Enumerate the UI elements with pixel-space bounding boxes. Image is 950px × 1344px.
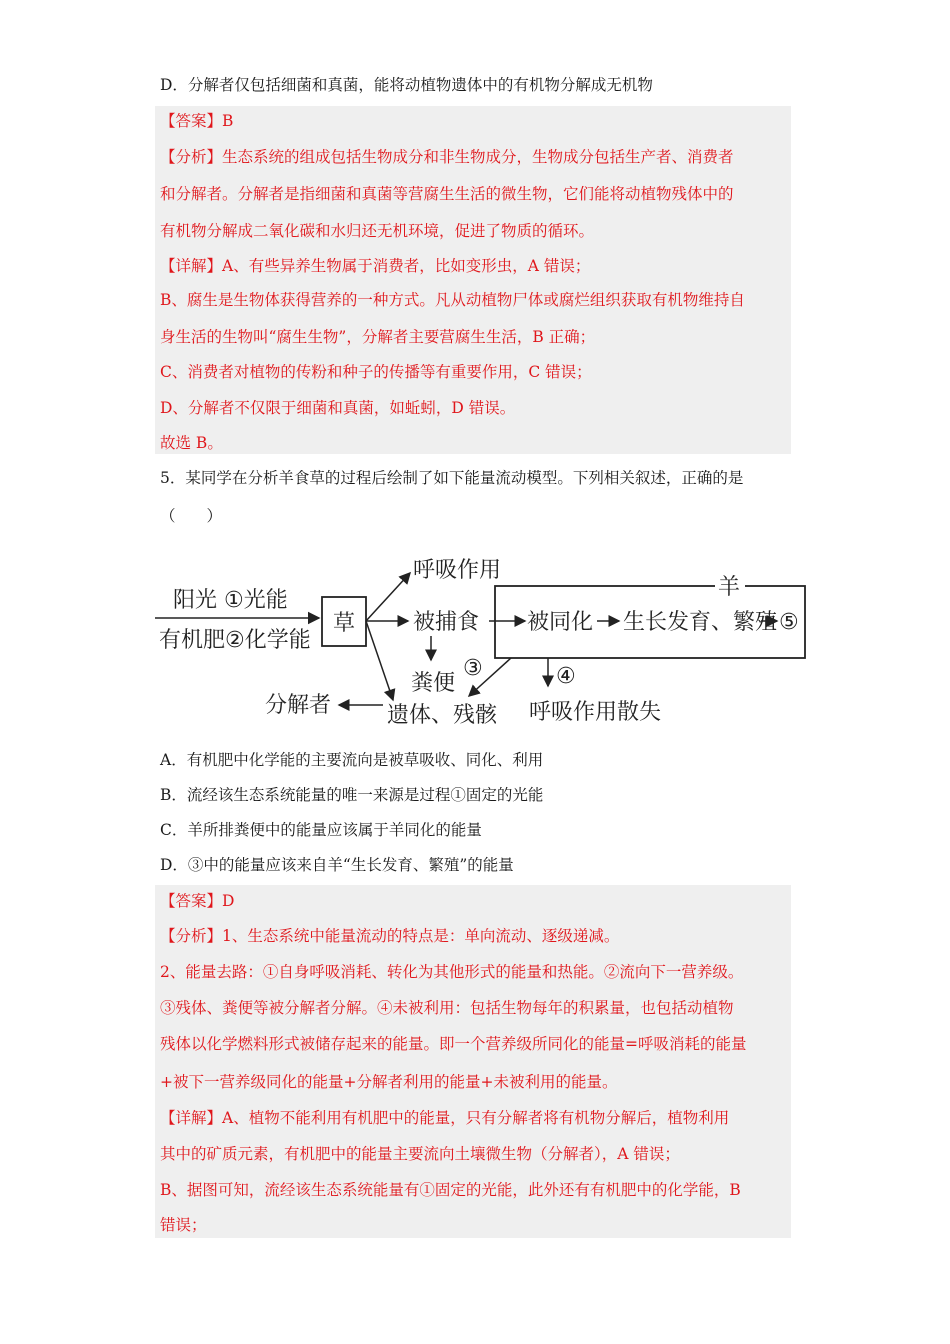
remains-label: 遗体、残骸 [387, 703, 498, 728]
grass-label: 草 [333, 611, 356, 636]
q4-detail-line: 身生活的生物叫“腐生生物”，分解者主要营腐生生活，B 正确； [160, 328, 596, 346]
q5-analysis-line: 【分析】1、生态系统中能量流动的特点是：单向流动、逐级递减。 [160, 927, 620, 945]
q5-analysis-line: ③残体、粪便等被分解者分解。④未被利用：包括生物每年的积累量，也包括动植物 [160, 999, 734, 1017]
marker-3: ③ [463, 656, 483, 681]
q5-option-d: D．③中的能量应该来自羊“生长发育、繁殖”的能量 [160, 856, 514, 874]
q4-detail-line: D、分解者不仅限于细菌和真菌，如蚯蚓，D 错误。 [160, 399, 516, 417]
dung-label: 粪便 [411, 671, 456, 696]
decomposer-label: 分解者 [265, 693, 332, 718]
energy-flow-diagram [155, 548, 815, 738]
q5-analysis-line: +被下一营养级同化的能量+分解者利用的能量+未被利用的能量。 [160, 1073, 618, 1091]
q5-answer: 【答案】D [160, 892, 235, 910]
sunlight-label: 阳光 ①光能 [173, 588, 288, 613]
sheep-label: 羊 [718, 575, 741, 600]
arrow-to-respiration [366, 573, 410, 621]
q4-detail-line: C、消费者对植物的传粉和种子的传播等有重要作用，C 错误； [160, 363, 592, 381]
q5-detail-line: B、据图可知，流经该生态系统能量有①固定的光能，此外还有有机肥中的化学能，B [160, 1181, 741, 1199]
assimilated-label: 被同化 [527, 610, 594, 635]
q5-stem: 5．某同学在分析羊食草的过程后绘制了如下能量流动模型。下列相关叙述，正确的是 [160, 469, 744, 487]
fertilizer-label: 有机肥②化学能 [159, 628, 311, 653]
q5-analysis-line: 残体以化学燃料形式被储存起来的能量。即一个营养级所同化的能量=呼吸消耗的能量 [160, 1035, 747, 1053]
q5-detail-line: 【详解】A、植物不能利用有机肥中的能量，只有分解者将有机物分解后，植物利用 [160, 1109, 730, 1127]
q4-detail-line: B、腐生是生物体获得营养的一种方式。凡从动植物尸体或腐烂组织获取有机物维持自 [160, 291, 745, 309]
q4-analysis-line: 【分析】生态系统的组成包括生物成分和非生物成分，生物成分包括生产者、消费者 [160, 148, 734, 166]
marker-5: ⑤ [779, 610, 799, 635]
q4-analysis-line: 有机物分解成二氧化碳和水归还无机环境，促进了物质的循环。 [160, 222, 595, 240]
q4-option-d: D．分解者仅包括细菌和真菌，能将动植物遗体中的有机物分解成无机物 [160, 76, 653, 94]
arrow-to-remains [366, 621, 393, 700]
q5-detail-line: 其中的矿质元素，有机肥中的能量主要流向土壤微生物（分解者），A 错误； [160, 1145, 680, 1163]
q5-option-c: C．羊所排粪便中的能量应该属于羊同化的能量 [160, 821, 482, 839]
q5-option-a: A．有机肥中化学能的主要流向是被草吸收、同化、利用 [160, 751, 544, 769]
q5-analysis-line: 2、能量去路：①自身呼吸消耗、转化为其他形式的能量和热能。②流向下一营养级。 [160, 963, 744, 981]
marker-4: ④ [556, 664, 576, 689]
q5-option-b: B．流经该生态系统能量的唯一来源是过程①固定的光能 [160, 786, 544, 804]
q4-detail-line: 【详解】A、有些异养生物属于消费者，比如变形虫，A 错误； [160, 257, 591, 275]
q4-answer: 【答案】B [160, 112, 234, 130]
q5-stem-paren: （ ） [160, 507, 223, 525]
q5-detail-line: 错误； [160, 1216, 207, 1234]
q4-conclusion: 故选 B。 [160, 434, 223, 452]
eaten-label: 被捕食 [413, 610, 480, 635]
respiration-label: 呼吸作用 [413, 558, 502, 583]
growth-label: 生长发育、繁殖 [623, 610, 778, 635]
q4-analysis-line: 和分解者。分解者是指细菌和真菌等营腐生生活的微生物，它们能将动植物残体中的 [160, 185, 734, 203]
respiration-loss-label: 呼吸作用散失 [529, 700, 662, 725]
